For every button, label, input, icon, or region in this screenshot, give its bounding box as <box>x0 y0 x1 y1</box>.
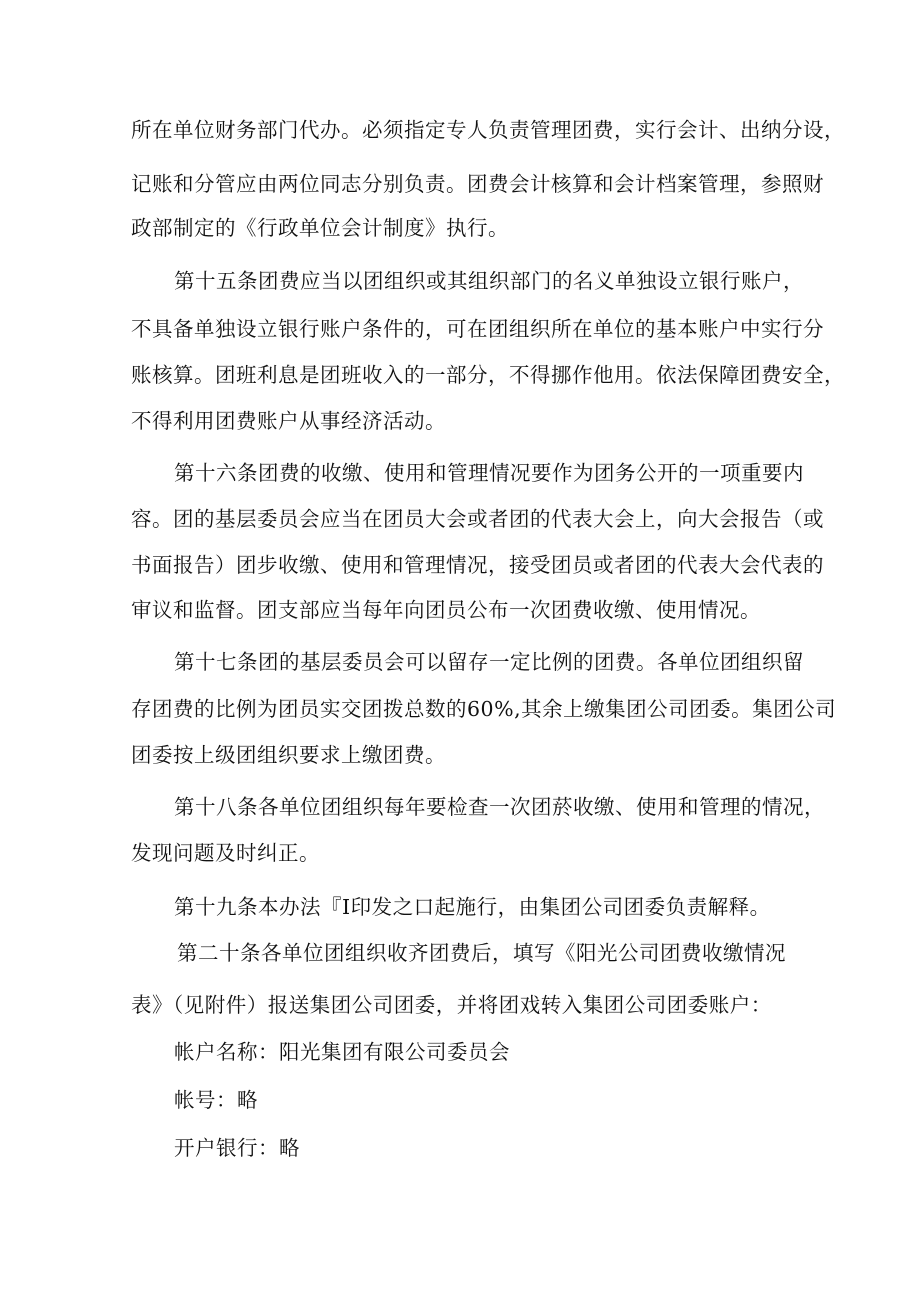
text-line: 审议和监督。团支部应当每年向团员公布一次团费收缴、使用情况。 <box>131 598 761 622</box>
text-line: 账核算。团班利息是团班收入的一部分，不得挪作他用。依法保障团费安全， <box>131 363 845 387</box>
text-line: 第十九条本办法『I印发之口起施行，由集团公司团委负责解释。 <box>174 895 771 919</box>
text-line: 第十八条各单位团组织每年要检查一次团菸收缴、使用和管理的情况， <box>174 795 825 819</box>
text-line: 第十六条团费的收缴、使用和管理情况要作为团务公开的一项重要内 <box>174 461 804 485</box>
text-line: 容。团的基层委员会应当在团员大会或者团的代表大会上，向大会报告（或 <box>131 507 824 531</box>
text-line: 表》（见附件）报送集团公司团委，并将团戏转入集团公司团委账户： <box>131 993 772 1017</box>
text-line: 帐号：略 <box>174 1088 258 1112</box>
text-line: 政部制定的《行政单位会计制度》执行。 <box>131 216 509 240</box>
text-line: 第二十条各单位团组织收齐团费后，填写《阳光公司团费收缴情况 <box>177 941 786 965</box>
text-line: 所在单位财务部门代办。必须指定专人负责管理团费，实行会计、出纳分设， <box>131 118 845 142</box>
text-line: 开户银行：略 <box>174 1136 300 1160</box>
text-line: 记账和分管应由两位同志分别负责。团费会计核算和会计档案管理，参照财 <box>131 172 824 196</box>
text-line: 不具备单独设立银行账户条件的，可在团组织所在单位的基本账户中实行分 <box>131 317 824 341</box>
text-line: 第十五条团费应当以团组织或其组织部门的名义单独设立银行账户， <box>174 269 804 293</box>
text-line: 发现问题及时纠正。 <box>131 841 320 865</box>
text-line: 不得利用团费账户从事经济活动。 <box>131 409 446 433</box>
text-line: 帐户名称：阳光集团有限公司委员会 <box>174 1040 510 1064</box>
text-line: 书面报告）团步收缴、使用和管理情况，接受团员或者团的代表大会代表的 <box>131 553 824 577</box>
text-line: 团委按上级团组织要求上缴团费。 <box>131 743 446 767</box>
text-line: 存团费的比例为团员实交团拨总数的60%,其余上缴集团公司团委。集团公司 <box>131 697 837 721</box>
text-line: 第十七条团的基层委员会可以留存一定比例的团费。各单位团组织留 <box>174 650 804 674</box>
